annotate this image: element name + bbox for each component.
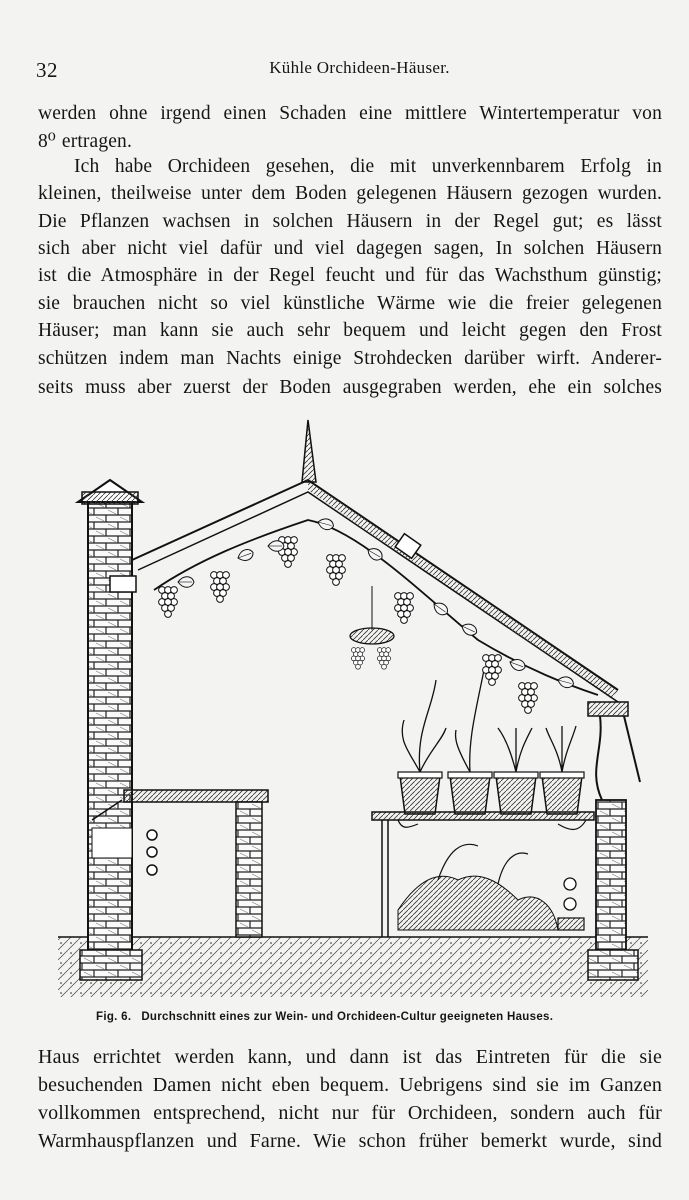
- text-line: seits muss aber zuerst der Boden ausgegraben werden, ehe ein solches: [38, 377, 662, 398]
- running-title: Kühle Orchideen-Häuser.: [269, 58, 450, 77]
- text-line: ist die Atmosphäre in der Regel feucht und für das Wachsthum günstig;: [38, 265, 662, 286]
- figure-caption: [96, 1011, 656, 1023]
- text-line: sie brauchen nicht so viel künstliche Wärme wie die freier gelegenen: [38, 293, 662, 314]
- greenhouse-cross-section-illustration: [58, 410, 648, 1005]
- text-line: werden ohne irgend einen Schaden eine mittlere Wintertemperatur von: [38, 103, 662, 124]
- text-line: Warmhauspflanzen und Farne. Wie schon früher bemerkt wurde, sind: [38, 1130, 662, 1152]
- text-line: 8⁰ ertragen.: [38, 131, 132, 152]
- text-line: schützen indem man Nachts einige Strohdecken darüber wirft. Anderer-: [38, 348, 662, 369]
- figure-label: Fig. 6.: [96, 1011, 132, 1023]
- text-line: kleinen, theilweise unter dem Boden gelegenen Häusern gezogen wurden.: [38, 183, 662, 204]
- text-line: sich aber nicht viel dafür und viel dagegen sagen, In solchen Häusern: [38, 238, 662, 259]
- figure-caption-text: Durchschnitt eines zur Wein- und Orchideen-Cultur geeigneten Hauses.: [141, 1011, 554, 1023]
- text-line: besuchenden Damen nicht eben bequem. Uebrigens sind sie im Ganzen: [38, 1074, 662, 1096]
- text-line: Ich habe Orchideen gesehen, die mit unverkennbarem Erfolg in: [74, 156, 662, 177]
- text-line: vollkommen entsprechend, nicht nur für Orchideen, sondern auch für: [38, 1102, 662, 1124]
- text-line: Häuser; man kann sie auch sehr bequem und leicht gegen den Frost: [38, 320, 662, 341]
- text-line: Die Pflanzen wachsen in solchen Häusern in der Regel gut; es lässt: [38, 211, 662, 232]
- page-number: 32: [36, 58, 58, 82]
- text-line: Haus errichtet werden kann, und dann ist das Eintreten für die sie: [38, 1046, 662, 1068]
